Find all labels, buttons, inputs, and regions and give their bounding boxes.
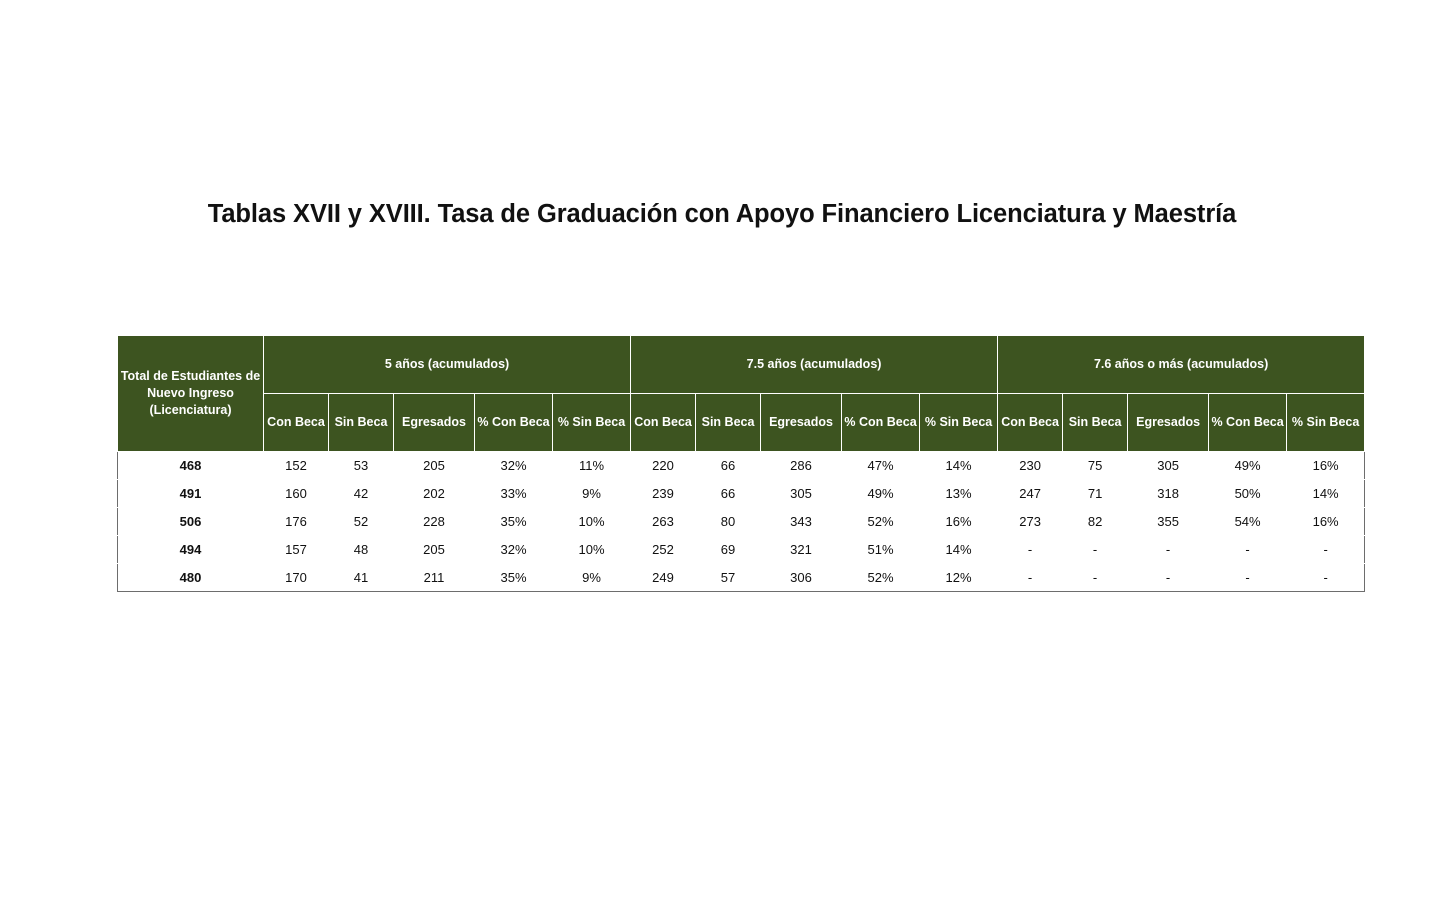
column-header-pct-con-beca-75: % Con Beca xyxy=(842,394,920,452)
cell: 32% xyxy=(475,452,553,480)
cell: 54% xyxy=(1209,508,1287,536)
cell: 49% xyxy=(1209,452,1287,480)
page-title: Tablas XVII y XVIII. Tasa de Graduación con Apoyo Financiero Licenciatura y Maestría xyxy=(207,200,1237,228)
cell: 9% xyxy=(553,564,631,592)
column-header-pct-con-beca-5: % Con Beca xyxy=(475,394,553,452)
cell: 305 xyxy=(761,480,842,508)
cell: 321 xyxy=(761,536,842,564)
cell: 35% xyxy=(475,508,553,536)
cell: 160 xyxy=(264,480,329,508)
cell: 318 xyxy=(1128,480,1209,508)
cell: 33% xyxy=(475,480,553,508)
column-header-egresados-5: Egresados xyxy=(394,394,475,452)
cell: 220 xyxy=(631,452,696,480)
table-row xyxy=(118,536,1365,564)
column-header-egresados-75: Egresados xyxy=(761,394,842,452)
cell: 71 xyxy=(1063,480,1128,508)
cell: 343 xyxy=(761,508,842,536)
column-header-stub: Total de Estudiantes de Nuevo Ingreso (Licenciatura) xyxy=(118,336,264,452)
cell: 51% xyxy=(842,536,920,564)
column-header-con-beca-75: Con Beca xyxy=(631,394,696,452)
cell: - xyxy=(1287,564,1365,592)
table-body xyxy=(118,452,1365,592)
cell: - xyxy=(1209,564,1287,592)
cell: 14% xyxy=(920,452,998,480)
table-subheader-row xyxy=(118,394,1365,452)
cell: 202 xyxy=(394,480,475,508)
cell: 170 xyxy=(264,564,329,592)
cell: 263 xyxy=(631,508,696,536)
cell-total-ingreso: 494 xyxy=(118,536,264,564)
column-group-header-0: 5 años (acumulados) xyxy=(264,336,631,394)
column-group-header-2: 7.6 años o más (acumulados) xyxy=(998,336,1365,394)
cell: 211 xyxy=(394,564,475,592)
cell: 80 xyxy=(696,508,761,536)
column-header-sin-beca-76: Sin Beca xyxy=(1063,394,1128,452)
cell: 41 xyxy=(329,564,394,592)
cell: 53 xyxy=(329,452,394,480)
cell: 247 xyxy=(998,480,1063,508)
cell: 49% xyxy=(842,480,920,508)
cell: 66 xyxy=(696,480,761,508)
cell: - xyxy=(1209,536,1287,564)
cell: 66 xyxy=(696,452,761,480)
cell: - xyxy=(998,564,1063,592)
cell: 9% xyxy=(553,480,631,508)
column-header-egresados-76: Egresados xyxy=(1128,394,1209,452)
cell: 10% xyxy=(553,508,631,536)
cell: 42 xyxy=(329,480,394,508)
cell: 16% xyxy=(1287,452,1365,480)
table-header xyxy=(118,336,1365,452)
cell: - xyxy=(998,536,1063,564)
cell: 306 xyxy=(761,564,842,592)
cell: - xyxy=(1128,536,1209,564)
cell: 152 xyxy=(264,452,329,480)
table-group-header-row xyxy=(118,336,1365,394)
cell: 157 xyxy=(264,536,329,564)
cell: 239 xyxy=(631,480,696,508)
cell: 16% xyxy=(1287,508,1365,536)
cell: - xyxy=(1063,536,1128,564)
cell: 48 xyxy=(329,536,394,564)
cell: 10% xyxy=(553,536,631,564)
cell: 355 xyxy=(1128,508,1209,536)
cell: 11% xyxy=(553,452,631,480)
cell: 82 xyxy=(1063,508,1128,536)
column-header-pct-sin-beca-76: % Sin Beca xyxy=(1287,394,1365,452)
cell: 52% xyxy=(842,508,920,536)
cell: 16% xyxy=(920,508,998,536)
table-row xyxy=(118,508,1365,536)
graduation-rate-table xyxy=(117,335,1365,592)
cell: 305 xyxy=(1128,452,1209,480)
table-row xyxy=(118,480,1365,508)
cell: 273 xyxy=(998,508,1063,536)
column-header-pct-sin-beca-5: % Sin Beca xyxy=(553,394,631,452)
column-header-pct-sin-beca-75: % Sin Beca xyxy=(920,394,998,452)
cell: 252 xyxy=(631,536,696,564)
cell: 286 xyxy=(761,452,842,480)
cell: - xyxy=(1287,536,1365,564)
cell: - xyxy=(1063,564,1128,592)
column-header-pct-con-beca-76: % Con Beca xyxy=(1209,394,1287,452)
cell: 57 xyxy=(696,564,761,592)
cell-total-ingreso: 468 xyxy=(118,452,264,480)
cell: 228 xyxy=(394,508,475,536)
column-header-sin-beca-5: Sin Beca xyxy=(329,394,394,452)
cell-total-ingreso: 506 xyxy=(118,508,264,536)
cell-total-ingreso: 491 xyxy=(118,480,264,508)
cell: 205 xyxy=(394,536,475,564)
cell: 47% xyxy=(842,452,920,480)
column-group-header-1: 7.5 años (acumulados) xyxy=(631,336,998,394)
cell: 12% xyxy=(920,564,998,592)
column-header-con-beca-5: Con Beca xyxy=(264,394,329,452)
column-header-sin-beca-75: Sin Beca xyxy=(696,394,761,452)
cell: 52% xyxy=(842,564,920,592)
table-row xyxy=(118,452,1365,480)
cell: 230 xyxy=(998,452,1063,480)
graduation-rate-table-container xyxy=(117,335,1360,592)
cell: 13% xyxy=(920,480,998,508)
cell: 52 xyxy=(329,508,394,536)
cell: 14% xyxy=(1287,480,1365,508)
cell-total-ingreso: 480 xyxy=(118,564,264,592)
cell: 50% xyxy=(1209,480,1287,508)
column-header-con-beca-76: Con Beca xyxy=(998,394,1063,452)
cell: 14% xyxy=(920,536,998,564)
table-row xyxy=(118,564,1365,592)
cell: 35% xyxy=(475,564,553,592)
cell: 205 xyxy=(394,452,475,480)
cell: 32% xyxy=(475,536,553,564)
cell: 75 xyxy=(1063,452,1128,480)
cell: 69 xyxy=(696,536,761,564)
cell: 176 xyxy=(264,508,329,536)
cell: - xyxy=(1128,564,1209,592)
cell: 249 xyxy=(631,564,696,592)
